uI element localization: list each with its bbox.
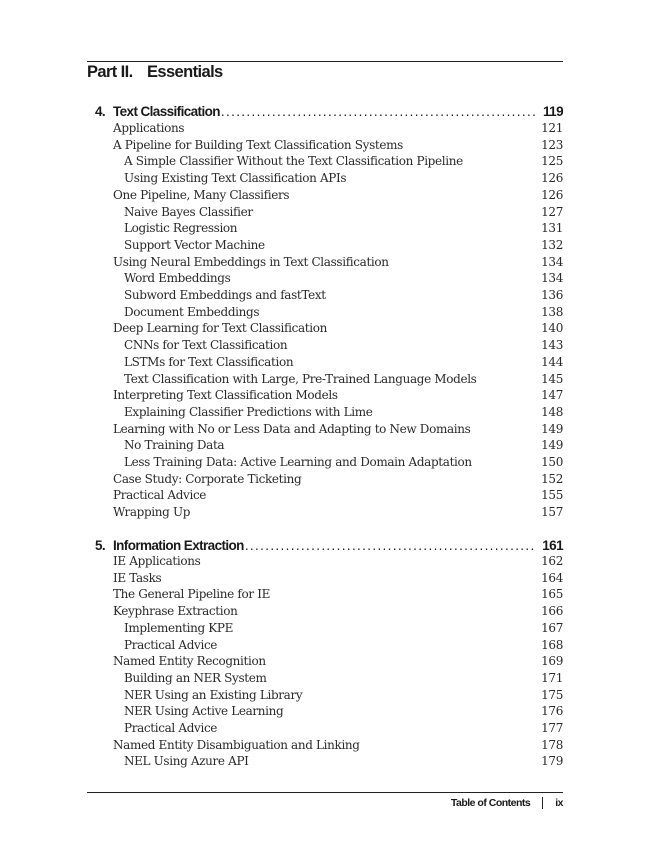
- toc-entry[interactable]: [113, 505, 563, 521]
- toc-entry-title: Document Embeddings: [124, 304, 260, 319]
- toc-entry-page: 134: [541, 271, 563, 286]
- toc-entry[interactable]: [124, 438, 563, 454]
- toc-entry[interactable]: [113, 554, 563, 570]
- toc-entry-page: 178: [541, 737, 563, 752]
- chapter-title: Information Extraction: [113, 538, 244, 553]
- toc-entry-page: 126: [541, 187, 563, 202]
- toc-entry-page: 132: [541, 237, 563, 252]
- toc-entry-page: 127: [541, 204, 563, 219]
- toc-entry[interactable]: [124, 238, 563, 254]
- toc-entry-title: One Pipeline, Many Classifiers: [113, 187, 290, 202]
- toc-entry-title: Practical Advice: [124, 721, 218, 735]
- toc-entry[interactable]: [113, 587, 563, 603]
- toc-entry[interactable]: [113, 138, 563, 154]
- toc-entry-title: Named Entity Recognition: [113, 654, 266, 669]
- toc-entry-title: NER Using an Existing Library: [124, 687, 303, 702]
- footer-page-number: ix: [555, 797, 563, 809]
- toc-entry-page: 162: [541, 554, 563, 568]
- toc-entry-title: Word Embeddings: [124, 271, 231, 286]
- toc-entry-page: 155: [541, 488, 563, 503]
- toc-entry-title: Logistic Regression: [124, 221, 238, 236]
- toc-entry-title: Applications: [113, 121, 185, 135]
- toc-entry-page: 168: [541, 637, 563, 652]
- toc-entry-page: 140: [541, 321, 563, 336]
- toc-entry-title: LSTMs for Text Classification: [124, 354, 294, 369]
- toc-entry[interactable]: [113, 738, 563, 754]
- toc-entry[interactable]: [113, 654, 563, 670]
- toc-entry-title: A Pipeline for Building Text Classification Systems: [113, 137, 403, 152]
- toc-entry-page: 179: [541, 754, 563, 769]
- toc-entry-title: Text Classification with Large, Pre-Trained Language Models: [124, 371, 477, 386]
- toc-entry[interactable]: [124, 288, 563, 304]
- toc-entry[interactable]: [124, 205, 563, 221]
- toc-entry-page: 166: [541, 604, 563, 619]
- toc-entry-page: 148: [541, 404, 563, 419]
- toc-entry-title: Less Training Data: Active Learning and Domain Adaptation: [124, 455, 472, 469]
- toc-entry-title: Practical Advice: [113, 488, 207, 503]
- chapter-number: 5.: [95, 538, 106, 553]
- toc-entry[interactable]: [124, 221, 563, 237]
- toc-entry[interactable]: [124, 704, 563, 720]
- toc-entry-title: Building an NER System: [124, 670, 267, 685]
- toc-entry-page: 143: [541, 338, 563, 353]
- chapter-heading-4[interactable]: [95, 101, 563, 119]
- toc-entry-page: 175: [541, 687, 563, 702]
- toc-entry[interactable]: [124, 154, 563, 170]
- toc-entry-page: 134: [541, 254, 563, 269]
- chapter-page: 161: [542, 538, 563, 553]
- toc-entry-title: NER Using Active Learning: [124, 704, 284, 719]
- toc-entry-title: Using Existing Text Classification APIs: [124, 171, 347, 186]
- footer-section: Table of Contents: [450, 797, 531, 809]
- toc-entry-page: 176: [541, 704, 563, 719]
- part-label: Part II.: [87, 63, 133, 81]
- toc-entry-title: Deep Learning for Text Classification: [113, 321, 328, 336]
- toc-entry[interactable]: [124, 621, 563, 637]
- toc-entry[interactable]: [124, 721, 563, 737]
- toc-entry-title: Naive Bayes Classifier: [124, 204, 253, 219]
- toc-entry-page: 177: [541, 721, 563, 735]
- toc-entry-page: 147: [541, 388, 563, 403]
- toc-entry-title: Practical Advice: [124, 637, 218, 652]
- toc-entry-title: Implementing KPE: [124, 620, 234, 635]
- toc-entry-title: Explaining Classifier Predictions with Lime: [124, 404, 373, 419]
- toc-entry-title: Interpreting Text Classification Models: [113, 388, 338, 403]
- toc-entry[interactable]: [124, 671, 563, 687]
- toc-entry[interactable]: [124, 455, 563, 471]
- dot-leader: [221, 104, 537, 119]
- toc-entry-title: NEL Using Azure API: [124, 754, 249, 769]
- toc-entry-title: Using Neural Embeddings in Text Classification: [113, 254, 389, 269]
- chapter-number: 4.: [95, 104, 106, 119]
- toc-entry[interactable]: [124, 355, 563, 371]
- toc-entry[interactable]: [113, 255, 563, 271]
- toc-entry-page: 131: [541, 221, 563, 236]
- part-title: Essentials: [147, 63, 223, 81]
- toc-entry-title: Support Vector Machine: [124, 237, 265, 252]
- toc-entry-page: 169: [541, 654, 563, 669]
- toc-entry-title: CNNs for Text Classification: [124, 338, 288, 353]
- toc-entry[interactable]: [124, 688, 563, 704]
- toc-entry[interactable]: [113, 571, 563, 587]
- toc-entry[interactable]: [113, 121, 563, 137]
- toc-entry-page: 138: [541, 304, 563, 319]
- toc-entry[interactable]: [124, 405, 563, 421]
- toc-entry-page: 167: [541, 620, 563, 635]
- toc-entry[interactable]: [124, 754, 563, 770]
- toc-entry-title: Keyphrase Extraction: [113, 604, 238, 619]
- toc-entry-page: 123: [541, 137, 563, 152]
- chapter-page: 119: [543, 104, 563, 119]
- toc-entry-title: Case Study: Corporate Ticketing: [113, 471, 302, 486]
- toc-entry-page: 121: [541, 121, 563, 135]
- chapter-heading-5[interactable]: [95, 535, 563, 553]
- toc-entry-page: 145: [541, 371, 563, 386]
- top-rule: [87, 61, 563, 62]
- toc-entry-page: 149: [541, 421, 563, 436]
- toc-entry-page: 164: [541, 570, 563, 585]
- toc-entry[interactable]: [113, 321, 563, 337]
- toc-entry-title: Wrapping Up: [113, 505, 191, 520]
- toc-entry-page: 149: [541, 438, 563, 453]
- toc-entry-title: No Training Data: [124, 438, 225, 453]
- toc-entry-title: The General Pipeline for IE: [113, 587, 270, 602]
- toc-entry-title: Learning with No or Less Data and Adapting to New Domains: [113, 421, 471, 436]
- part-heading: [87, 63, 223, 82]
- toc-entry-title: IE Applications: [113, 554, 201, 568]
- toc-entry[interactable]: [124, 638, 563, 654]
- toc-entry[interactable]: [113, 472, 563, 488]
- toc-entry[interactable]: [113, 604, 563, 620]
- toc-entry-page: 126: [541, 171, 563, 186]
- toc-entry-page: 157: [541, 505, 563, 520]
- toc-entry-page: 125: [541, 154, 563, 169]
- page-footer: [451, 797, 563, 809]
- toc-entry[interactable]: [124, 372, 563, 388]
- toc-entry[interactable]: [124, 338, 563, 354]
- dot-leader: [245, 538, 536, 553]
- toc-entry-page: 171: [541, 670, 563, 685]
- toc-entry[interactable]: [113, 422, 563, 438]
- toc-entry-title: IE Tasks: [113, 570, 162, 585]
- toc-entry[interactable]: [113, 388, 563, 404]
- toc-entry[interactable]: [113, 188, 563, 204]
- toc-entry-title: Subword Embeddings and fastText: [124, 288, 326, 302]
- toc-entry-page: 136: [541, 288, 563, 302]
- footer-separator: [542, 797, 543, 809]
- toc-entry[interactable]: [124, 305, 563, 321]
- toc-entry-page: 152: [541, 471, 563, 486]
- toc-entry-title: Named Entity Disambiguation and Linking: [113, 737, 360, 752]
- toc-entry-page: 150: [541, 455, 563, 469]
- chapter-title: Text Classification: [113, 104, 220, 119]
- toc-entry-title: A Simple Classifier Without the Text Classification Pipeline: [124, 154, 463, 169]
- toc-entry[interactable]: [113, 488, 563, 504]
- toc-entry[interactable]: [124, 171, 563, 187]
- toc-entry-page: 165: [541, 587, 563, 602]
- toc-entry-page: 144: [541, 354, 563, 369]
- bottom-rule: [87, 792, 563, 793]
- toc-entry[interactable]: [124, 271, 563, 287]
